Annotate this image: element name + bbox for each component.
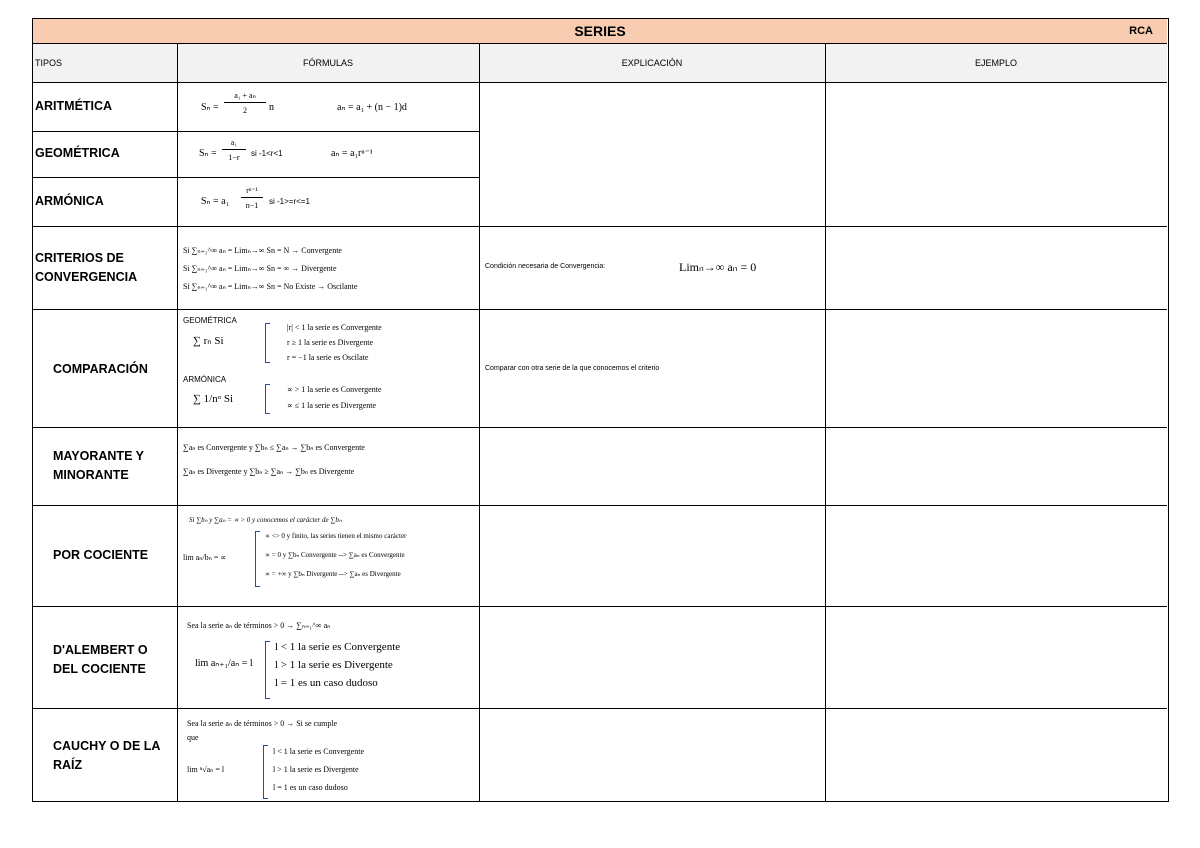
tipo-comparacion: COMPARACIÓN <box>53 362 148 376</box>
dalembert-limit: lim aₙ₊₁/aₙ = l <box>195 658 253 669</box>
armonica-sum-denominator: n−1 <box>245 201 259 210</box>
dalembert-c3: l = 1 es un caso dudoso <box>275 677 378 689</box>
grid-line <box>33 505 1167 506</box>
cociente-intro: Si ∑bₙ y ∑aₙ = ∝ > 0 y conocemos el carácter de ∑bₙ <box>189 516 342 524</box>
grid-line <box>33 708 1167 709</box>
tipo-cauchy-line2: RAÍZ <box>53 758 83 772</box>
mayorante-line1: ∑aₙ es Convergente y ∑bₙ ≤ ∑aₙ → ∑bₙ es Convergente <box>183 443 365 452</box>
comparacion-geo-c3: r = −1 la serie es Oscilate <box>287 353 369 362</box>
tipo-mayorante-line2: MINORANTE <box>53 468 129 482</box>
column-header-row <box>33 44 1167 83</box>
criterios-line-divergente: Si ∑ₙ₌₁^∞ aₙ = Limₙ→∞ Sn = ∞ → Divergente <box>183 264 337 273</box>
tipo-geometrica: GEOMÉTRICA <box>35 146 120 160</box>
cociente-c2: ∝ = 0 y ∑bₙ Convergente --> ∑aₙ es Convergente <box>265 551 405 559</box>
tipo-criterios-line1: CRITERIOS DE <box>35 251 124 265</box>
armonica-sum-lhs: Sₙ = a₁ <box>201 196 230 207</box>
comparacion-explanation: Comparar con otra serie de la que conocemos el criterio <box>485 365 660 372</box>
tipo-criterios-line2: CONVERGENCIA <box>35 270 138 284</box>
brace-icon <box>263 745 268 799</box>
aritmetica-sum-denominator: 2 <box>243 106 247 115</box>
aritmetica-sum-tail: n <box>269 102 274 113</box>
grid-line <box>33 427 1167 428</box>
column-header-tipos: TIPOS <box>35 58 63 68</box>
dalembert-c2: l > 1 la serie es Divergente <box>275 659 393 671</box>
grid-line <box>33 309 1167 310</box>
cociente-limit: lim aₙ/bₙ = ∝ <box>183 553 227 562</box>
cociente-c3: ∝ = +∞ y ∑bₙ Divergente --> ∑aₙ es Divergente <box>265 570 401 578</box>
criterios-line-convergente: Si ∑ₙ₌₁^∞ aₙ = Limₙ→∞ Sn = N → Convergente <box>183 246 342 255</box>
series-table <box>32 18 1169 802</box>
grid-line <box>825 44 826 801</box>
tipo-por-cociente: POR COCIENTE <box>53 548 149 562</box>
cauchy-c3: l = 1 es un caso dudoso <box>273 783 348 792</box>
grid-line <box>33 226 1167 227</box>
criterios-explanation-formula: Limₙ→∞ aₙ = 0 <box>679 260 757 274</box>
mayorante-line2: ∑aₙ es Divergente y ∑bₙ ≥ ∑aₙ → ∑bₙ es Divergente <box>183 467 355 476</box>
geometrica-condition: si -1<r<1 <box>251 149 283 158</box>
grid-line <box>33 177 479 178</box>
cauchy-limit: lim ⁿ√aₙ = l <box>187 765 225 774</box>
grid-line <box>177 44 178 801</box>
tipo-dalembert-line1: D'ALEMBERT O <box>53 643 148 657</box>
grid-line <box>33 606 1167 607</box>
cauchy-c1: l < 1 la serie es Convergente <box>273 747 365 756</box>
geometrica-term: aₙ = a₁rⁿ⁻¹ <box>331 148 373 159</box>
column-header-formulas: FÓRMULAS <box>302 58 353 68</box>
cauchy-c2: l > 1 la serie es Divergente <box>273 765 359 774</box>
criterios-explanation-label: Condición necesaria de Convergencia: <box>485 263 606 270</box>
armonica-condition: si -1>=r<=1 <box>269 197 310 206</box>
brace-icon <box>255 531 260 587</box>
cauchy-intro-line2: que <box>187 733 199 742</box>
comparacion-arm-c2: ∝ ≤ 1 la serie es Divergente <box>287 401 377 410</box>
tipo-aritmetica: ARITMÉTICA <box>35 99 113 113</box>
criterios-line-oscilante: Si ∑ₙ₌₁^∞ aₙ = Limₙ→∞ Sn = No Existe → Oscilante <box>183 282 358 291</box>
geometrica-sum-lhs: Sₙ = <box>199 148 217 159</box>
comparacion-geo-c1: |r| < 1 la serie es Convergente <box>287 323 382 332</box>
aritmetica-sum-lhs: Sₙ = <box>201 102 219 113</box>
page-title: SERIES <box>574 23 626 39</box>
comparacion-geo-c2: r ≥ 1 la serie es Divergente <box>287 338 373 347</box>
tipo-mayorante-line1: MAYORANTE Y <box>53 449 144 463</box>
column-header-ejemplo: EJEMPLO <box>974 58 1017 68</box>
comparacion-geometrica-label: GEOMÉTRICA <box>183 316 237 325</box>
title-bar <box>33 19 1167 44</box>
tipo-armonica: ARMÓNICA <box>35 194 104 208</box>
aritmetica-term: aₙ = a₁ + (n − 1)d <box>337 102 407 113</box>
comparacion-armonica-sum: ∑ 1/nᵅ Si <box>193 393 234 405</box>
armonica-sum-numerator: rⁿ⁻¹ <box>241 184 263 198</box>
cociente-c1: ∝ <> 0 y finito, las series tienen el mismo carácter <box>265 532 407 540</box>
geometrica-sum-denominator: 1−r <box>228 153 240 162</box>
column-header-explicacion: EXPLICACIÓN <box>621 58 683 68</box>
geometrica-sum-numerator: a₁ <box>222 136 246 150</box>
author-initials: RCA <box>1129 25 1153 37</box>
tipo-dalembert-line2: DEL COCIENTE <box>53 662 146 676</box>
comparacion-armonica-label: ARMÓNICA <box>183 375 227 384</box>
brace-icon <box>265 641 270 699</box>
dalembert-intro: Sea la serie aₙ de términos > 0 → ∑ₙ₌₁^∞ aₙ <box>187 621 331 630</box>
comparacion-geometrica-sum: ∑ rₙ Si <box>193 335 224 347</box>
brace-icon <box>265 384 270 414</box>
comparacion-arm-c1: ∝ > 1 la serie es Convergente <box>287 385 382 394</box>
cauchy-intro-line1: Sea la serie aₙ de términos > 0 → Si se cumple <box>187 719 338 728</box>
aritmetica-sum-numerator: a₁ + aₙ <box>224 89 266 103</box>
tipo-cauchy-line1: CAUCHY O DE LA <box>53 739 161 753</box>
dalembert-c1: l < 1 la serie es Convergente <box>275 641 401 653</box>
grid-line <box>479 44 480 801</box>
brace-icon <box>265 323 270 363</box>
grid-line <box>33 131 479 132</box>
